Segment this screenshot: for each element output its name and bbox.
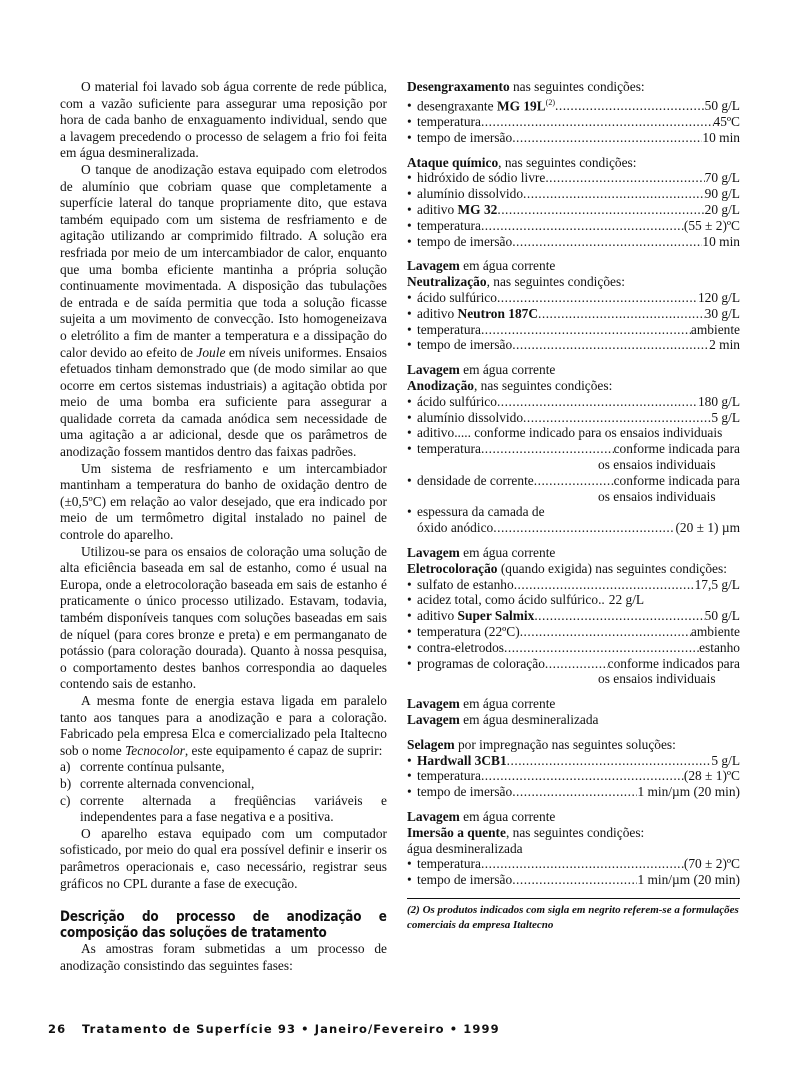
leader-dots (512, 130, 702, 146)
bullet: • (407, 233, 412, 249)
current-types-list (60, 759, 387, 825)
condition-label: programas de coloração (417, 655, 545, 671)
leader-dots (534, 608, 704, 624)
step-rinse (407, 258, 740, 274)
leader-dots (520, 624, 691, 640)
right-column (407, 79, 740, 933)
step-title: Neutralização (407, 274, 487, 290)
bullet: • (407, 409, 412, 425)
bullet: • (407, 170, 412, 186)
step-description: em água corrente (459, 258, 556, 274)
bullet: • (407, 305, 412, 321)
step-hot-immersion (407, 825, 740, 888)
bullet: • (407, 186, 412, 202)
step-title: Selagem (407, 736, 455, 752)
condition-value: conforme indicados para (607, 655, 740, 671)
condition-value: 1 min/µm (20 min) (637, 784, 740, 800)
leader-dots (493, 520, 675, 536)
condition-value: 50 g/L (704, 608, 740, 624)
text-span: aditivo (417, 608, 458, 624)
step-title: Lavagem (407, 808, 460, 824)
condition-row (407, 640, 740, 656)
condition-value: 30 g/L (704, 305, 740, 321)
product-code: MG 32 (457, 202, 498, 218)
product-code: MG 19L (496, 98, 546, 114)
step-title: Anodização (407, 378, 474, 394)
list-text: corrente alternada convencional, (80, 775, 255, 791)
condition-label (417, 202, 497, 218)
condition-value: 120 g/L (697, 290, 740, 306)
paragraph-coloring-solution: Utilizou-se para os ensaios de coloração uma solução de alta eficiência baseada em sal de estanho, como é usual na Europa, onde a eletrocoloração baseada em sais de estanho é praticamente o único processo utilizado. Estavam, todavia, também disponíveis tanques com soluções baseadas em sais de níquel (para cores bronze e preta) e em permanganato de potássio (para coloração dourada). Quanto à nossa pesquisa, o comportamento destes banhos correspondia ao daqueles contendo sais de estanho. (60, 543, 387, 692)
step-sealing (407, 737, 740, 800)
condition-label: temperatura (417, 114, 481, 130)
condition-row (407, 170, 740, 186)
step-rinse (407, 362, 740, 378)
bullet: • (407, 856, 412, 872)
condition-row (407, 186, 740, 202)
step-title: Lavagem (407, 696, 460, 712)
page-footer (48, 1022, 548, 1036)
condition-value: 50 g/L (704, 98, 740, 114)
condition-label (417, 306, 538, 322)
list-marker: c) (60, 792, 71, 808)
text-span: desengraxante (417, 98, 497, 114)
step-title: Imersão a quente (407, 824, 506, 840)
condition-row (407, 410, 740, 426)
joule-term: Joule (196, 344, 226, 360)
list-text: corrente contínua pulsante, (80, 759, 225, 775)
list-marker: a) (60, 759, 71, 775)
text-span: aditivo (417, 202, 458, 218)
text-span: , este equipamento é capaz de suprir: (184, 742, 383, 758)
text-span: A mesma fonte de energia estava ligada em paralelo tanto aos tanques para a anodização e para a coloração. Fabricado pela empresa Elca e comercializado pela Italtecno sob o nome (60, 692, 387, 758)
condition-label: sulfato de estanho (417, 576, 514, 592)
list-item (60, 776, 387, 793)
bullet: • (407, 98, 412, 114)
condition-label: contra-eletrodos (417, 639, 504, 655)
bullet: • (407, 655, 412, 671)
leader-dots (481, 218, 684, 234)
step-description: em água corrente (459, 808, 556, 824)
leader-dots (481, 441, 614, 457)
section-heading: Descrição do processo de anodização e composição das soluções de tratamento (60, 909, 387, 941)
step-rinse-demineralized (407, 712, 740, 728)
condition-label (417, 608, 534, 624)
text-span: em níveis uniformes. Ensaios efetuados tinham demonstrado que (de modo similar ao que ocorre em certos sistemas industriais) a agitação obtida por meio de uma bomba era suficiente para assegurar a qualidade correta da camada anódica sem necessidade de uma agitação a ar adicional, desde que os parâmetros de anodização fossem mantidos dentro das faixas padrões. (60, 344, 387, 460)
list-marker: b) (60, 775, 72, 791)
step-rinse (407, 809, 740, 825)
condition-label: ácido sulfúrico (417, 290, 497, 306)
condition-value: (28 ± 1)ºC (683, 768, 740, 784)
condition-row (407, 768, 740, 784)
condition-row (407, 577, 740, 593)
step-heading (407, 155, 740, 171)
bullet: • (407, 504, 412, 520)
condition-value: estanho (699, 639, 740, 655)
condition-label: aditivo..... conforme indicado para os ensaios individuais (417, 425, 723, 441)
rinse-pair (407, 696, 740, 728)
condition-row (407, 872, 740, 888)
left-column (60, 79, 387, 974)
footnote: (2) Os produtos indicados com sigla em negrito referem-se a formulações comerciais da empresa Italtecno (407, 898, 740, 933)
leader-dots (555, 98, 705, 114)
leader-dots (512, 234, 702, 250)
condition-value: 45ºC (713, 114, 740, 130)
bullet: • (407, 623, 412, 639)
step-conditions: , nas seguintes condições: (473, 378, 613, 394)
condition-label: hidróxido de sódio livre (417, 170, 546, 186)
step-title: Desengraxamento (407, 79, 510, 94)
leader-dots (538, 306, 705, 322)
condition-value: (70 ± 2)ºC (683, 856, 740, 872)
condition-label: ácido sulfúrico (417, 393, 497, 409)
condition-row (407, 290, 740, 306)
condition-label: temperatura (417, 321, 481, 337)
condition-value: ambiente (690, 623, 740, 639)
condition-row (407, 624, 740, 640)
leader-dots (497, 290, 698, 306)
condition-value: 20 g/L (704, 202, 740, 218)
leader-dots (545, 170, 704, 186)
condition-row (407, 592, 740, 608)
condition-value: 17,5 g/L (694, 576, 740, 592)
condition-row (407, 784, 740, 800)
condition-value: 2 min (709, 337, 740, 353)
paragraph-anodizing-tank (60, 162, 387, 461)
step-title: Lavagem (407, 711, 460, 727)
condition-value: conforme indicada para (613, 441, 740, 457)
condition-value: ambiente (690, 321, 740, 337)
step-electrocoloring (407, 561, 740, 687)
page-number: 26 (48, 1022, 67, 1036)
paragraph-phases-intro: As amostras foram submetidas a um processo de anodização consistindo das seguintes fases: (60, 941, 387, 973)
leader-dots (523, 186, 705, 202)
condition-label: temperatura (417, 856, 481, 872)
paragraph-cooling-system: Um sistema de resfriamento e um intercambiador mantinham a temperatura do banho de oxidação dentro de (±0,5ºC) em relação ao valor desejado, que era indicado por meio de um termômetro digital instalado no painel de controle do aparelho. (60, 460, 387, 543)
condition-row (407, 322, 740, 338)
product-code: Hardwall 3CB1 (417, 752, 507, 768)
condition-label: tempo de imersão (417, 233, 513, 249)
paragraph-power-source (60, 693, 387, 759)
condition-label: tempo de imersão (417, 872, 513, 888)
leader-dots (481, 322, 691, 338)
condition-row (407, 441, 740, 457)
condition-value: 10 min (702, 129, 740, 145)
leader-dots (545, 656, 608, 672)
step-rinse (407, 545, 740, 561)
bullet: • (407, 114, 412, 130)
condition-row (407, 856, 740, 872)
brand-name: Tecnocolor (125, 742, 185, 758)
step-title: Eletrocoloração (407, 560, 498, 576)
leader-dots (514, 577, 695, 593)
condition-row (407, 202, 740, 218)
condition-row (407, 504, 740, 520)
step-neutralization (407, 274, 740, 353)
bullet: • (407, 217, 412, 233)
step-heading (407, 561, 740, 577)
list-text: corrente alternada a freqüências variáveis e independentes para a fase negativa e a positiva. (80, 792, 387, 825)
footnote-ref: (2) (545, 97, 555, 107)
bullet: • (407, 872, 412, 888)
bullet: • (407, 768, 412, 784)
bullet: • (407, 639, 412, 655)
bullet: • (407, 472, 412, 488)
step-description: em água desmineralizada (459, 711, 599, 727)
step-subtitle: água desmineralizada (407, 840, 523, 856)
journal-info: Tratamento de Superfície 93 • Janeiro/Fevereiro • 1999 (82, 1022, 500, 1036)
condition-row (407, 218, 740, 234)
condition-value: 5 g/L (711, 752, 740, 768)
condition-label: temperatura (22ºC) (417, 623, 520, 639)
leader-dots (481, 856, 684, 872)
step-title: Lavagem (407, 258, 460, 274)
condition-label: tempo de imersão (417, 337, 513, 353)
condition-label: tempo de imersão (417, 784, 513, 800)
paragraph-computer: O aparelho estava equipado com um computador sofisticado, por meio do qual era possível definir e inserir os parâmetros operacionais e, caso necessário, registrar seus gráficos no CPL durante a fase de execução. (60, 825, 387, 891)
leader-dots (504, 640, 699, 656)
condition-row (407, 234, 740, 250)
paragraph-rinse: O material foi lavado sob água corrente de rede pública, com a vazão suficiente para assegurar uma reposição por hora de cada banho de enxaguamento individual, sendo que a lavagem precedendo o processo de selagem a frio foi feita em água desmineralizada. (60, 79, 387, 161)
product-code: Super Salmix (457, 608, 535, 624)
condition-label: temperatura (417, 441, 481, 457)
step-title: Lavagem (407, 362, 460, 378)
text-span: O tanque de anodização estava equipado com eletrodos de alumínio que cobriam quase que completamente a superfície lateral do tanque propriamente dito, que estava também equipado com um sistema de resfriamento e de agitação utilizando ar comprimido filtrado. A solução era resfriada por meio de um intercambiador de calor, enquanto que uma bomba eficiente mantinha a própria solução continuamente movimentada. A disposição das tubulações de entrada e de saída permitia que toda a solução ficasse sujeita a um movimento de convecção. Isto homogeneizava o eletrólito a fim de manter a temperatura e a dissipação do calor devido ao efeito de (60, 161, 387, 360)
condition-value: 10 min (702, 233, 740, 249)
leader-dots (512, 872, 637, 888)
condition-value: (20 ± 1) µm (675, 520, 740, 536)
condition-continuation: os ensaios individuais (598, 457, 716, 472)
leader-dots (497, 394, 698, 410)
condition-value: 22 g/L (608, 592, 645, 608)
condition-label: alumínio dissolvido (417, 186, 524, 202)
condition-label: temperatura (417, 217, 481, 233)
condition-value: 5 g/L (711, 409, 740, 425)
step-conditions: (quando exigida) nas seguintes condições: (497, 560, 727, 576)
condition-label: densidade de corrente (417, 472, 534, 488)
condition-row (407, 95, 740, 114)
condition-continuation: os ensaios individuais (598, 488, 716, 504)
leader-dots (512, 337, 709, 353)
condition-value: 90 g/L (704, 186, 740, 202)
step-degreasing (407, 79, 740, 146)
condition-row (407, 520, 740, 536)
condition-label (417, 95, 555, 114)
step-description: em água corrente (459, 362, 556, 378)
condition-row (407, 473, 740, 489)
step-rinse (407, 696, 740, 712)
step-conditions: nas seguintes condições: (509, 79, 645, 94)
bullet: • (407, 752, 412, 768)
bullet: • (407, 290, 412, 306)
list-item (60, 793, 387, 826)
condition-label: tempo de imersão (417, 129, 513, 145)
step-heading (407, 378, 740, 394)
step-description: em água corrente (459, 696, 556, 712)
bullet: • (407, 425, 412, 441)
leader-dots (512, 784, 637, 800)
step-anodizing (407, 378, 740, 536)
condition-row (407, 656, 740, 672)
bullet: • (407, 576, 412, 592)
condition-value: 70 g/L (704, 170, 740, 186)
step-conditions: , nas seguintes condições: (505, 824, 645, 840)
list-item (60, 759, 387, 776)
condition-continuation: os ensaios individuais (598, 671, 716, 687)
step-conditions: , nas seguintes condições: (498, 154, 637, 170)
leader-dots (534, 473, 614, 489)
step-description: em água corrente (459, 544, 556, 560)
step-conditions: , nas seguintes condições: (486, 274, 625, 290)
product-code: Neutron 187C (457, 305, 539, 321)
step-heading (407, 79, 740, 95)
condition-label: espessura da camada de (417, 504, 545, 520)
bullet: • (407, 393, 412, 409)
step-title: Lavagem (407, 544, 460, 560)
leader-dots (481, 768, 684, 784)
leader-dots (523, 410, 711, 426)
bullet: • (407, 337, 412, 353)
bullet: • (407, 129, 412, 145)
step-heading (407, 737, 740, 753)
condition-row (407, 753, 740, 769)
condition-label: óxido anódico (417, 520, 494, 536)
condition-label: alumínio dissolvido (417, 409, 524, 425)
condition-value: 180 g/L (697, 393, 740, 409)
condition-row (407, 130, 740, 146)
step-title: Ataque químico (407, 154, 499, 170)
bullet: • (407, 784, 412, 800)
step-heading (407, 825, 740, 841)
bullet: • (407, 608, 412, 624)
condition-row (407, 425, 740, 441)
bullet: • (407, 441, 412, 457)
condition-row (407, 114, 740, 130)
step-etching (407, 155, 740, 250)
bullet: • (407, 592, 412, 608)
condition-label: acidez total, como ácido sulfúrico.. (417, 592, 605, 608)
step-heading (407, 274, 740, 290)
leader-dots (481, 114, 714, 130)
step-conditions: por impregnação nas seguintes soluções: (454, 736, 676, 752)
condition-value: conforme indicada para (613, 472, 740, 488)
condition-row (407, 306, 740, 322)
condition-label: temperatura (417, 768, 481, 784)
condition-value: (55 ± 2)ºC (683, 217, 740, 233)
bullet: • (407, 202, 412, 218)
condition-row (407, 394, 740, 410)
condition-value: 1 min/µm (20 min) (637, 872, 740, 888)
bullet: • (407, 321, 412, 337)
text-span: aditivo (417, 305, 458, 321)
leader-dots (497, 202, 704, 218)
condition-label (417, 753, 507, 769)
leader-dots (507, 753, 712, 769)
condition-row (407, 608, 740, 624)
condition-row (407, 337, 740, 353)
